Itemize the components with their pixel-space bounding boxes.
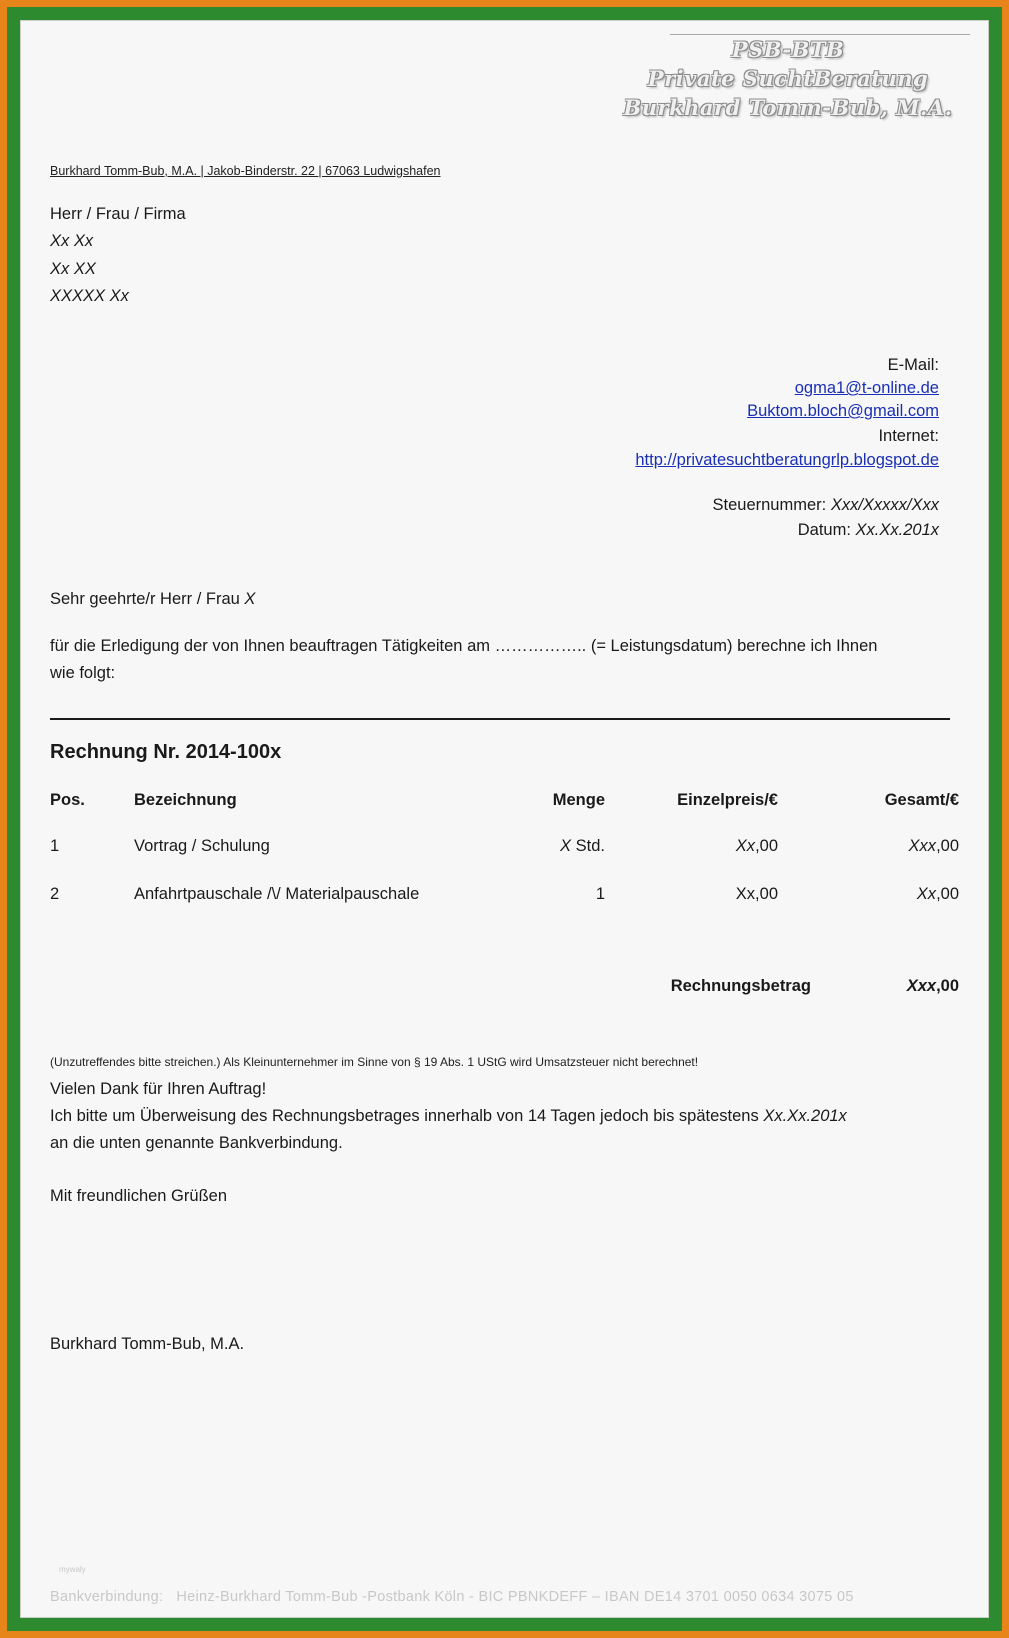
header-total: Gesamt/€ bbox=[884, 791, 959, 809]
website-link[interactable]: http://privatesuchtberatungrlp.blogspot.de bbox=[635, 451, 939, 469]
row-1-qty bbox=[560, 837, 605, 856]
date-label: Datum: bbox=[797, 521, 851, 539]
row-1-unit bbox=[736, 837, 778, 856]
tax-value: Xxx/Xxxxx/Xxx bbox=[830, 496, 939, 514]
footer-watermark: mywaly bbox=[59, 1565, 86, 1574]
intro-line-2: wie folgt: bbox=[50, 664, 116, 682]
tax-label: Steuernummer: bbox=[712, 496, 827, 514]
sender-line: Burkhard Tomm-Bub, M.A. | Jakob-Binderstr. 22 | 67063 Ludwigshafen bbox=[50, 164, 441, 178]
payment-text: Ich bitte um Überweisung des Rechnungsbetrages innerhalb von 14 Tagen jedoch bis spätestens bbox=[50, 1107, 759, 1125]
email-link-2[interactable]: Buktom.bloch@gmail.com bbox=[747, 402, 939, 420]
sum-cents: ,00 bbox=[936, 977, 959, 995]
sum-value bbox=[907, 977, 959, 996]
intro-line-1: für die Erledigung der von Ihnen beauftragen Tätigkeiten am …………….. (= Leistungsdatum) berechne ich Ihnen bbox=[50, 637, 878, 655]
row-2-unit: Xx,00 bbox=[735, 885, 778, 903]
payment-date: Xx.Xx.201x bbox=[763, 1107, 847, 1125]
bank-text: Heinz-Burkhard Tomm-Bub -Postbank Köln - BIC PBNKDEFF – IBAN DE14 3701 0050 0634 3075 05 bbox=[176, 1589, 854, 1605]
greeting bbox=[50, 590, 255, 609]
row-1-qty-unit: Std. bbox=[571, 837, 605, 855]
row-2-total-cents: ,00 bbox=[936, 885, 959, 903]
regards: Mit freundlichen Grüßen bbox=[50, 1187, 227, 1205]
logo-line-2: Private SuchtBeratung bbox=[647, 66, 929, 91]
sum-label: Rechnungsbetrag bbox=[670, 977, 811, 995]
internet-label: Internet: bbox=[878, 427, 939, 445]
date-value: Xx.Xx.201x bbox=[855, 521, 939, 539]
invoice-title: Rechnung Nr. 2014-100x bbox=[50, 741, 282, 763]
row-2-total-var: Xx bbox=[916, 885, 937, 903]
logo-line-1: PSB-BTB bbox=[731, 37, 845, 62]
payment-line-1 bbox=[50, 1107, 847, 1126]
payment-line-2: an die unten genannte Bankverbindung. bbox=[50, 1134, 343, 1152]
date bbox=[798, 521, 939, 540]
row-1-pos: 1 bbox=[50, 837, 60, 855]
recipient-street: Xx XX bbox=[50, 260, 96, 278]
recipient-salutation: Herr / Frau / Firma bbox=[50, 205, 186, 223]
row-1-total bbox=[909, 837, 959, 856]
header-pos: Pos. bbox=[50, 791, 85, 809]
divider bbox=[50, 718, 950, 720]
email-link-1[interactable]: ogma1@t-online.de bbox=[794, 379, 939, 397]
logo-line-3: Burkhard Tomm-Bub, M.A. bbox=[623, 95, 953, 120]
signature: Burkhard Tomm-Bub, M.A. bbox=[50, 1335, 245, 1353]
row-1-desc: Vortrag / Schulung bbox=[134, 837, 270, 855]
row-1-qty-var: X bbox=[560, 837, 572, 855]
greeting-name: X bbox=[244, 590, 256, 608]
row-2-qty: 1 bbox=[595, 885, 605, 903]
header-desc: Bezeichnung bbox=[134, 791, 237, 809]
row-2-desc: Anfahrtpauschale /\/ Materialpauschale bbox=[134, 885, 420, 903]
bank-details bbox=[50, 1589, 854, 1605]
logo-rule bbox=[670, 34, 970, 35]
row-2-pos: 2 bbox=[50, 885, 60, 903]
tax-number bbox=[713, 496, 940, 515]
row-1-unit-var: Xx bbox=[735, 837, 756, 855]
header-qty: Menge bbox=[552, 791, 605, 809]
recipient-name: Xx Xx bbox=[50, 232, 94, 250]
invoice-page bbox=[20, 20, 989, 1618]
greeting-prefix: Sehr geehrte/r Herr / Frau bbox=[50, 590, 240, 608]
row-1-unit-cents: ,00 bbox=[755, 837, 778, 855]
email-label: E-Mail: bbox=[887, 356, 939, 374]
row-1-total-var: Xxx bbox=[908, 837, 937, 855]
thanks: Vielen Dank für Ihren Auftrag! bbox=[50, 1080, 267, 1098]
row-2-total bbox=[917, 885, 959, 904]
bank-label: Bankverbindung: bbox=[50, 1589, 164, 1605]
row-1-total-cents: ,00 bbox=[936, 837, 959, 855]
tax-note: (Unzutreffendes bitte streichen.) Als Kleinunternehmer im Sinne von § 19 Abs. 1 UStG wird Umsatzsteuer nicht berechnet! bbox=[50, 1055, 699, 1069]
sum-var: Xxx bbox=[906, 977, 937, 995]
header-unit: Einzelpreis/€ bbox=[677, 791, 778, 809]
recipient-city: XXXXX Xx bbox=[50, 287, 129, 305]
